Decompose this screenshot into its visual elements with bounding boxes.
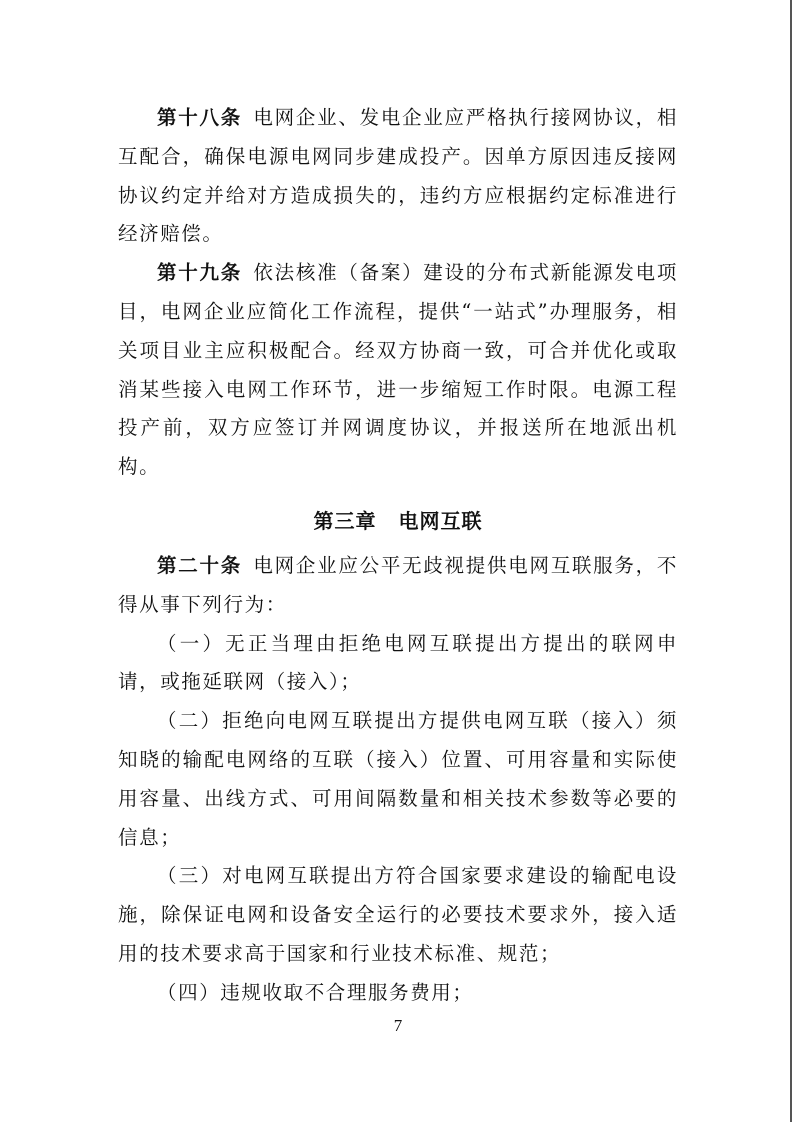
article-19-label: 第十九条 bbox=[157, 261, 242, 285]
article-20-paragraph bbox=[118, 547, 678, 625]
article-19-paragraph bbox=[118, 254, 678, 487]
article-20-item-2: （二）拒绝向电网互联提出方提供电网互联（接入）须知晓的输配电网络的互联（接入）位置、可用容量和实际使用容量、出线方式、可用间隔数量和相关技术参数等必要的信息； bbox=[118, 709, 678, 849]
article-20-label: 第二十条 bbox=[157, 553, 242, 577]
article-20-text: 电网企业应公平无歧视提供电网互联服务，不得从事下列行为： bbox=[118, 553, 678, 616]
chapter-number: 第三章 bbox=[313, 508, 377, 533]
article-18-label: 第十八条 bbox=[157, 106, 242, 129]
chapter-heading bbox=[118, 508, 678, 534]
document-page bbox=[118, 99, 678, 1013]
article-18-text: 电网企业、发电企业应严格执行接网协议，相互配合，确保电源电网同步建成投产。因单方原因违反接网协议约定并给对方造成损失的，违约方应根据约定标准进行经济赔偿。 bbox=[118, 106, 678, 246]
article-19-text: 依法核准（备案）建设的分布式新能源发电项目，电网企业应简化工作流程，提供“一站式”办理服务，相关项目业主应积极配合。经双方协商一致，可合并优化或取消某些接入电网工作环节，进一步缩短工作时限。电源工程投产前，双方应签订并网调度协议，并报送所在地派出机构。 bbox=[118, 261, 678, 479]
article-18-paragraph bbox=[118, 99, 678, 254]
article-20-item-4: （四）违规收取不合理服务费用； bbox=[157, 980, 474, 1004]
page-edge-line bbox=[790, 0, 792, 1122]
chapter-title: 电网互联 bbox=[398, 508, 483, 533]
page-number: 7 bbox=[393, 1016, 403, 1035]
article-20-item-3: （三）对电网互联提出方符合国家要求建设的输配电设施，除保证电网和设备安全运行的必要技术要求外，接入适用的技术要求高于国家和行业技术标准、规范； bbox=[118, 864, 678, 965]
article-20-item-1: （一）无正当理由拒绝电网互联提出方提出的联网申请，或拖延联网（接入）； bbox=[118, 631, 678, 694]
